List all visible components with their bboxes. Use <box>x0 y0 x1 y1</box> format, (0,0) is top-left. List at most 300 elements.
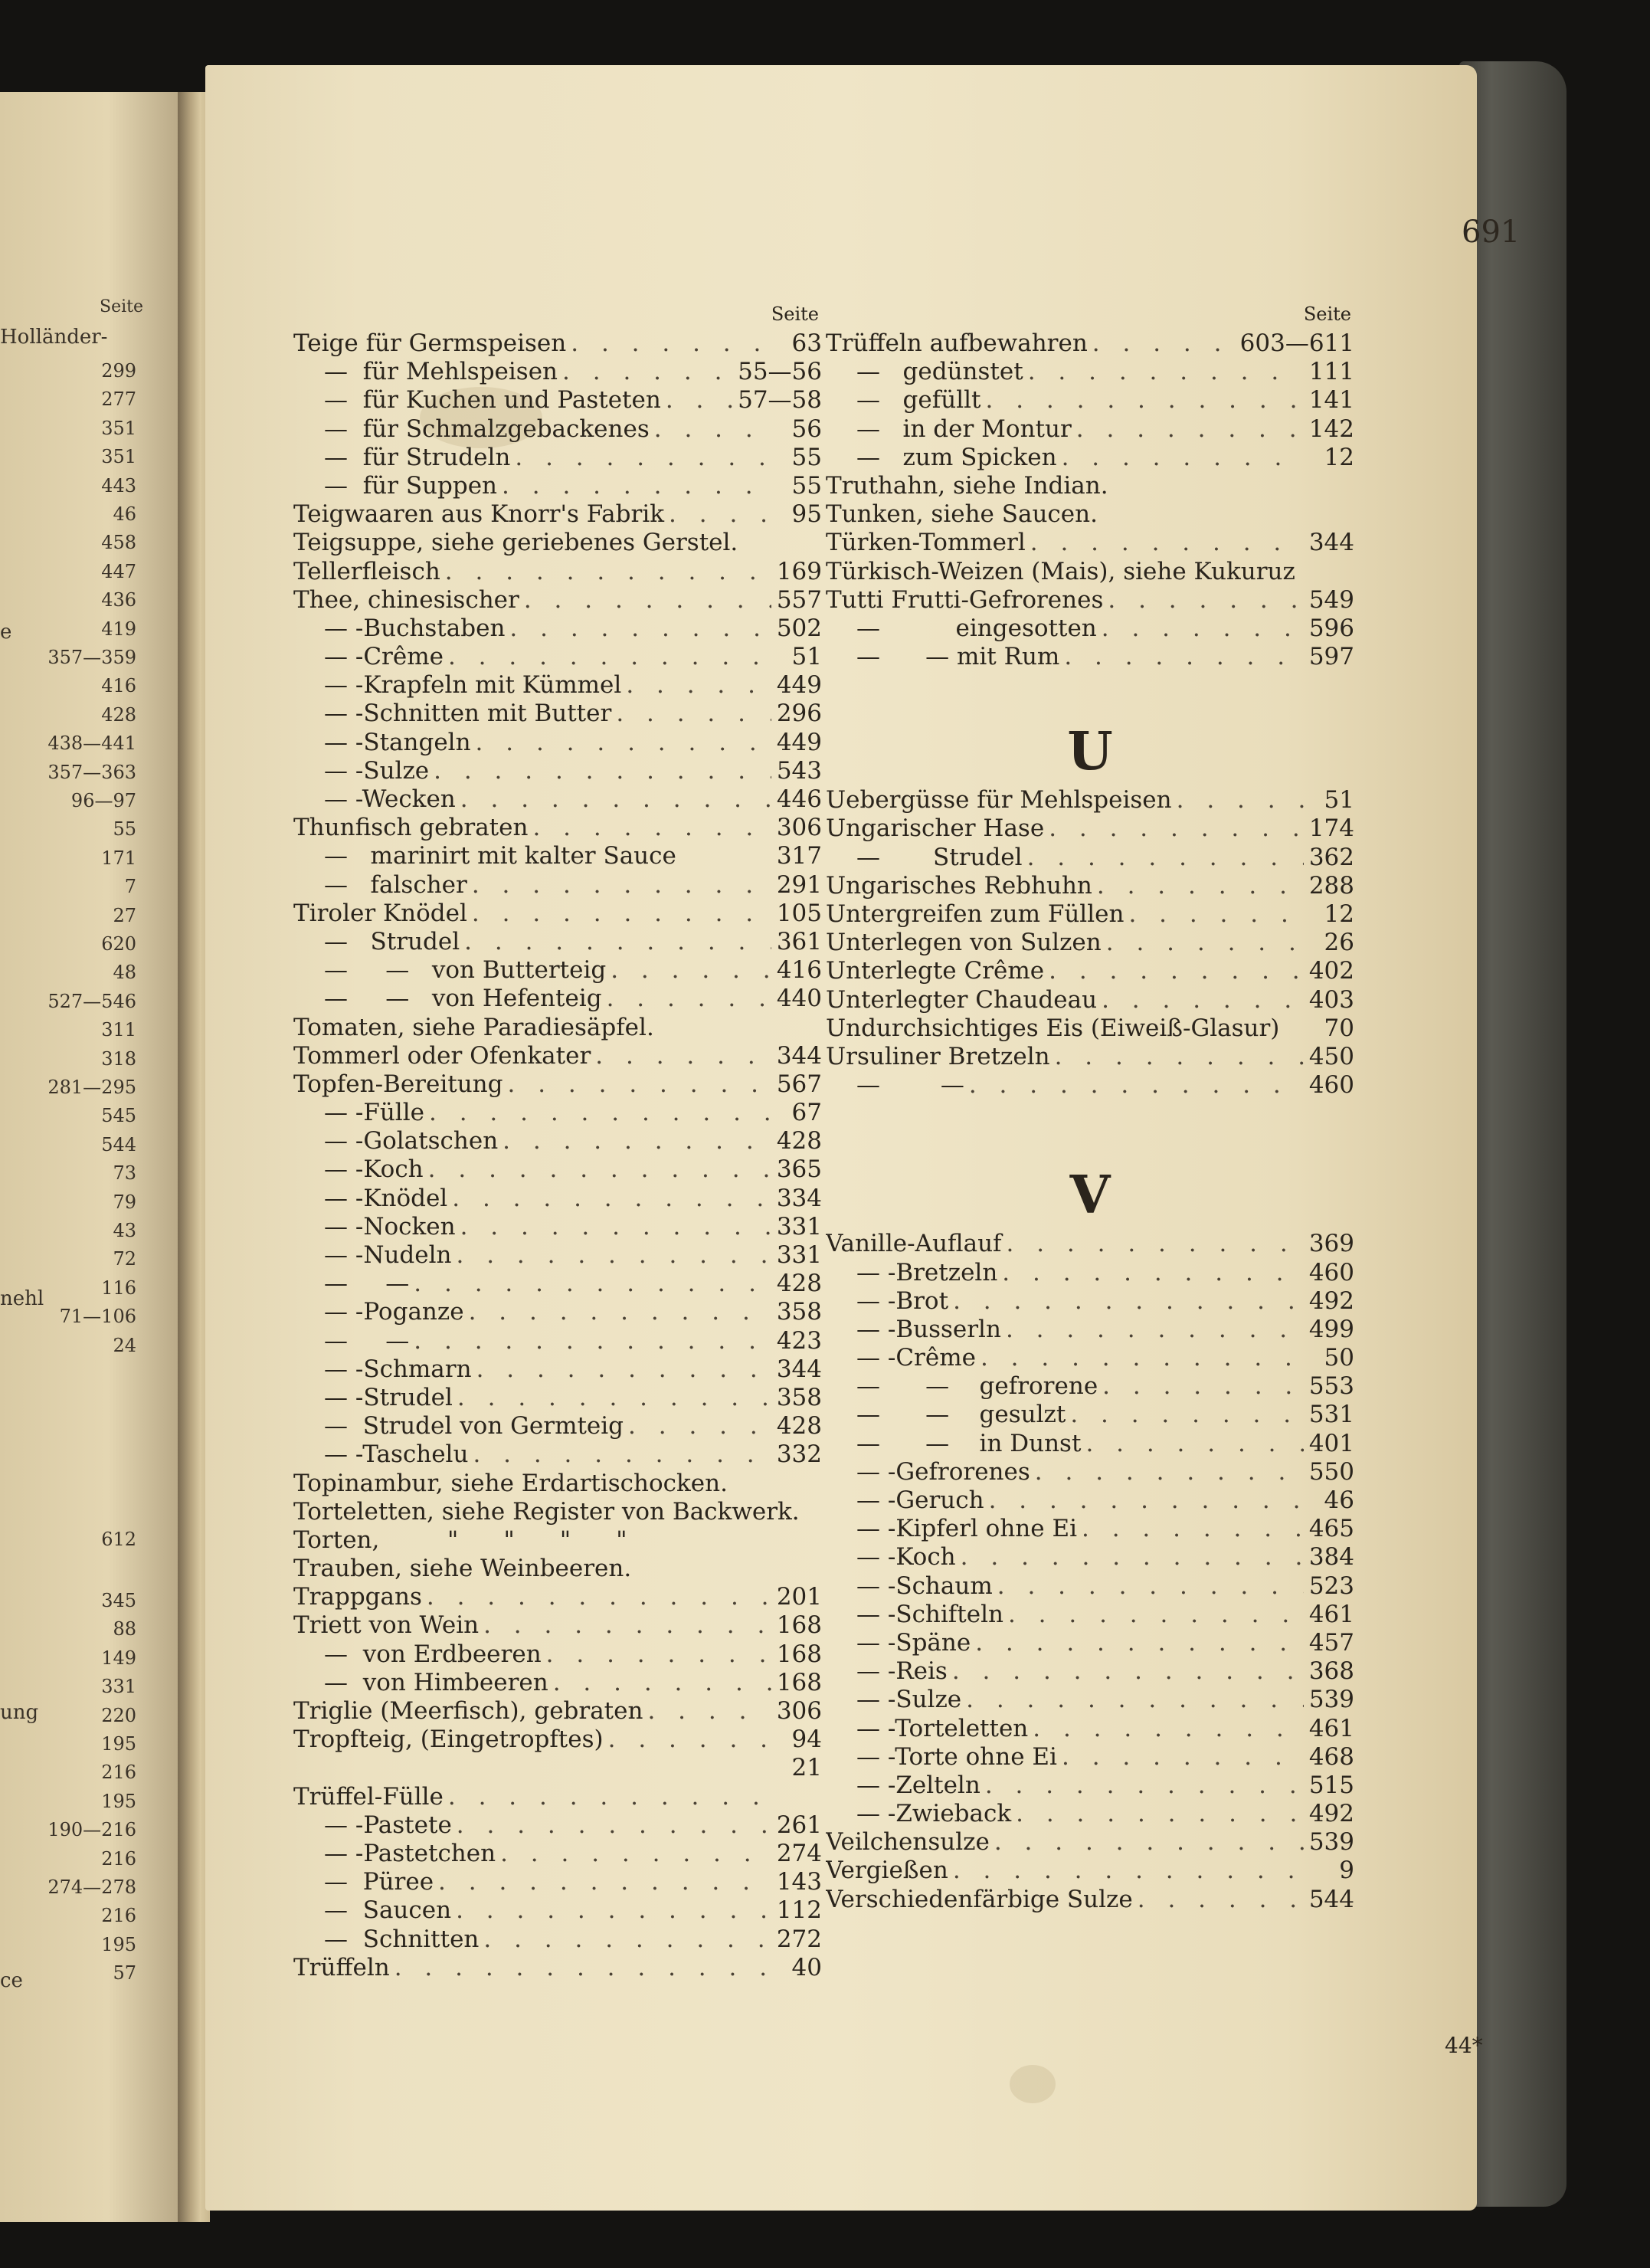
leader-dots <box>448 643 771 671</box>
index-entry <box>293 386 822 415</box>
entry-page: 296 <box>776 700 822 728</box>
entry-title: — Strudel <box>324 927 460 955</box>
leader-dots <box>1035 1458 1304 1486</box>
entry-page: 95 <box>791 500 822 529</box>
index-entry <box>293 1270 822 1298</box>
leader-dots <box>532 814 771 842</box>
left-page-number: 345 <box>101 1590 136 1611</box>
leader-dots <box>483 1611 771 1640</box>
entry-title: — von Himbeeren <box>324 1668 548 1696</box>
index-entry <box>293 1014 822 1042</box>
index-entry <box>293 1611 822 1640</box>
entry-page: 557 <box>776 585 822 614</box>
entry-page: 449 <box>776 671 822 700</box>
left-page-fragment <box>0 92 180 2222</box>
entry-page: 550 <box>1308 1457 1354 1486</box>
entry-page: 168 <box>776 1640 822 1668</box>
entry-page: 567 <box>776 1070 822 1098</box>
left-page-number: 190—216 <box>47 1819 136 1841</box>
section-letter-v: V <box>1069 1165 1111 1227</box>
entry-page: 306 <box>776 814 822 842</box>
leader-dots <box>472 900 771 928</box>
index-entry <box>293 1868 822 1896</box>
entry-page: 55 <box>791 471 822 500</box>
leader-dots <box>1092 329 1236 358</box>
entry-title: Undurchsichtiges Eis (Eiweiß-Glasur) <box>826 1014 1280 1042</box>
entry-title: Tommerl oder Ofenkater <box>293 1041 591 1070</box>
leader-dots <box>546 1640 771 1669</box>
leader-dots <box>1177 786 1304 814</box>
index-entry <box>826 1230 1354 1258</box>
index-entry <box>293 1384 822 1412</box>
entry-page: 50 <box>1324 1344 1354 1372</box>
left-page-number: 216 <box>101 1905 136 1927</box>
leader-dots <box>1070 1401 1304 1429</box>
entry-title: — -Stangeln <box>324 728 471 756</box>
entry-page: 362 <box>1308 843 1354 871</box>
entry-title: Uebergüsse für Mehlspeisen <box>826 786 1172 814</box>
leader-dots <box>961 1543 1304 1572</box>
leader-dots <box>472 871 771 900</box>
entry-title: Teigsuppe, siehe geriebenes Gerstel. <box>293 529 738 557</box>
leader-dots <box>626 671 771 700</box>
entry-page: 331 <box>776 1212 822 1241</box>
entry-title: Ungarisches Rebhuhn <box>826 871 1092 900</box>
index-entry <box>826 615 1354 643</box>
entry-page: 403 <box>1308 985 1354 1014</box>
leader-dots <box>611 956 771 985</box>
entry-title: Türkisch-Weizen (Mais), siehe Kukuruz <box>826 557 1295 585</box>
entry-title: Trüffel-Fülle <box>293 1782 444 1811</box>
entry-page: 465 <box>1308 1515 1354 1543</box>
entry-page: 63 <box>791 329 822 357</box>
left-page-number: 443 <box>101 474 136 497</box>
entry-title: — -Brot <box>856 1286 949 1315</box>
index-entry <box>293 956 822 985</box>
left-page-number: 171 <box>101 847 136 869</box>
index-entry <box>293 1555 822 1583</box>
left-page-number: 79 <box>113 1191 136 1213</box>
index-entry <box>826 1287 1354 1316</box>
index-entry <box>826 415 1354 444</box>
leader-dots <box>981 1344 1304 1372</box>
index-entry <box>826 500 1354 529</box>
entry-page: 55 <box>791 443 822 471</box>
left-label-ung: ung <box>0 1701 39 1724</box>
entry-title: — -Koch <box>856 1543 956 1572</box>
index-entry <box>293 472 822 500</box>
entry-page: 70 <box>1324 1014 1354 1042</box>
left-page-number: 274—278 <box>47 1876 136 1898</box>
entry-page: 21 <box>791 1754 822 1782</box>
entry-title: — -Pastete <box>324 1811 452 1839</box>
entry-page: 94 <box>791 1726 822 1754</box>
entry-page: 332 <box>776 1440 822 1469</box>
left-page-number: 527—546 <box>47 990 136 1012</box>
index-page <box>205 65 1521 2211</box>
left-page-number: 447 <box>101 560 136 582</box>
entry-title: Trüffeln <box>293 1953 390 1981</box>
left-page-number: 438—441 <box>47 733 136 755</box>
leader-dots <box>1064 643 1304 671</box>
entry-page: 142 <box>1308 415 1354 443</box>
leader-dots <box>460 785 771 814</box>
leader-dots <box>666 386 733 415</box>
index-entry <box>293 558 822 586</box>
entry-title: — marinirt mit kalter Sauce <box>324 842 676 870</box>
left-label-ce: ce <box>0 1969 23 1992</box>
leader-dots <box>985 386 1304 415</box>
leader-dots <box>985 1771 1304 1800</box>
leader-dots <box>448 1783 771 1811</box>
left-page-number: 351 <box>101 446 136 468</box>
left-page-number: 72 <box>113 1248 136 1270</box>
entry-title: Torteletten, siehe Register von Backwerk. <box>293 1497 800 1526</box>
entry-title: Unterlegen von Sulzen <box>826 929 1102 957</box>
entry-title: Topfen-Bereitung <box>293 1070 503 1098</box>
entry-title: — -Buchstaben <box>324 614 506 642</box>
entry-title: Tropfteig, (Eingetropftes) <box>293 1726 604 1754</box>
entry-title: — -Gefrorenes <box>856 1457 1030 1486</box>
leader-dots <box>562 358 733 386</box>
left-page-number: 351 <box>101 417 136 439</box>
left-page-number: 357—359 <box>47 647 136 668</box>
index-entry <box>826 957 1354 985</box>
index-entry <box>826 586 1354 615</box>
index-entry <box>826 1344 1354 1372</box>
index-entry <box>826 1715 1354 1743</box>
entry-title: — für Strudeln <box>324 443 511 471</box>
entry-title: — -Busserln <box>856 1315 1001 1343</box>
index-entry <box>826 1657 1354 1686</box>
entry-page: 317 <box>776 842 822 870</box>
entry-page: 523 <box>1308 1572 1354 1600</box>
index-entry <box>826 1458 1354 1486</box>
entry-title: — -Crême <box>856 1344 976 1372</box>
leader-dots <box>524 586 771 615</box>
entry-page: 428 <box>776 1127 822 1155</box>
entry-page: 168 <box>776 1611 822 1640</box>
left-page-number: 71—106 <box>59 1306 136 1328</box>
leader-dots <box>507 1070 771 1099</box>
index-entry <box>826 1572 1354 1601</box>
entry-title: Teige für Germspeisen <box>293 329 567 357</box>
entry-page: 428 <box>776 1412 822 1440</box>
index-entry <box>293 1155 822 1184</box>
entry-page: 416 <box>776 956 822 985</box>
index-entry <box>293 1185 822 1213</box>
entry-title: Veilchensulze <box>826 1828 990 1857</box>
entry-title: Unterlegte Crême <box>826 957 1045 985</box>
leader-dots <box>1076 415 1304 444</box>
leader-dots <box>445 558 771 586</box>
leader-dots <box>1097 872 1304 900</box>
entry-page: 539 <box>1308 1686 1354 1714</box>
left-page-number: 195 <box>101 1790 136 1812</box>
entry-title: — — <box>324 1270 410 1298</box>
entry-title: Untergreifen zum Füllen <box>826 900 1125 928</box>
leader-dots <box>1128 900 1304 929</box>
index-entry <box>293 1697 822 1726</box>
entry-page: 402 <box>1308 957 1354 985</box>
index-entry <box>293 415 822 444</box>
entry-page: 12 <box>1324 900 1354 928</box>
entry-page: 26 <box>1324 929 1354 957</box>
entry-title: — -Zelteln <box>856 1771 981 1799</box>
seite-header: Seite <box>1303 303 1351 325</box>
entry-title: — -Crême <box>324 643 444 671</box>
index-entry <box>293 1213 822 1241</box>
left-page-number: 620 <box>101 933 136 955</box>
leader-dots <box>469 1298 771 1326</box>
leader-dots <box>1102 615 1304 643</box>
entry-title: — falscher <box>324 870 467 899</box>
entry-page: 423 <box>776 1326 822 1355</box>
left-page-number: 43 <box>113 1220 136 1241</box>
entry-title: — -Bretzeln <box>856 1258 998 1286</box>
leader-dots <box>669 500 771 529</box>
left-seite-header: Seite <box>100 297 143 316</box>
leader-dots <box>438 1868 771 1896</box>
leader-dots <box>429 1099 771 1127</box>
entry-title: — -Torteletten <box>856 1714 1029 1742</box>
entry-page: 288 <box>1308 871 1354 900</box>
leader-dots <box>476 729 771 757</box>
leader-dots <box>1055 1043 1304 1071</box>
entry-title: — in der Montur <box>856 415 1072 443</box>
leader-dots <box>473 1440 771 1469</box>
entry-page: 344 <box>1308 529 1354 557</box>
entry-page: 261 <box>776 1811 822 1839</box>
entry-page: 201 <box>776 1583 822 1611</box>
entry-page: 401 <box>1308 1429 1354 1457</box>
index-entries-u <box>826 786 1354 1100</box>
leader-dots <box>1002 1259 1304 1287</box>
index-entry <box>293 1099 822 1127</box>
entry-page: 46 <box>1324 1486 1354 1514</box>
entry-page: 368 <box>1308 1657 1354 1686</box>
leader-dots <box>414 1327 771 1355</box>
entry-title: Triglie (Meerfisch), gebraten <box>293 1697 643 1725</box>
entry-page: 461 <box>1308 1600 1354 1628</box>
index-entry <box>826 872 1354 900</box>
leader-dots <box>457 1811 771 1840</box>
entry-title: — -Poganze <box>324 1298 464 1326</box>
index-entries-t-continued <box>826 329 1354 671</box>
page-number: 691 <box>1462 215 1521 250</box>
leader-dots <box>1108 586 1304 615</box>
index-entries-left <box>293 329 822 1982</box>
index-entry <box>293 1669 822 1697</box>
index-entry <box>293 1783 822 1811</box>
left-page-number: 57 <box>113 1962 136 1984</box>
entry-page: 446 <box>776 785 822 813</box>
paper-stain <box>1010 2065 1056 2103</box>
leader-dots <box>966 1686 1304 1714</box>
index-entry <box>293 529 822 557</box>
leader-dots <box>1008 1601 1304 1629</box>
entry-title: Tiroler Knödel <box>293 899 467 927</box>
entry-page: 141 <box>1308 386 1354 415</box>
index-entry <box>293 1327 822 1355</box>
left-page-number: 55 <box>113 818 136 841</box>
left-number-612: 612 <box>101 1529 136 1550</box>
entry-title: — — gefrorene <box>856 1372 1098 1401</box>
entry-title: — für Mehlspeisen <box>324 358 558 386</box>
left-page-number: 281—295 <box>47 1077 136 1098</box>
entry-page: 358 <box>776 1298 822 1326</box>
leader-dots <box>1102 1372 1304 1401</box>
left-page-number: 7 <box>124 876 136 898</box>
entry-page: 306 <box>776 1697 822 1725</box>
left-page-number: 277 <box>101 388 136 411</box>
printer-signature-mark: 44* <box>1445 2033 1483 2058</box>
left-page-number: 416 <box>101 675 136 697</box>
entry-title: — -Krapfeln mit Kümmel <box>324 671 622 700</box>
index-entry <box>293 1896 822 1925</box>
entry-title: Verschiedenfärbige Sulze <box>826 1885 1133 1913</box>
entry-page: 450 <box>1308 1042 1354 1070</box>
index-entry <box>293 1355 822 1384</box>
leader-dots <box>1138 1886 1304 1914</box>
index-entry <box>293 500 822 529</box>
entry-title: — gefüllt <box>856 386 981 415</box>
entry-page: 549 <box>1308 585 1354 614</box>
index-entry <box>826 1601 1354 1629</box>
index-entry <box>293 1954 822 1982</box>
entry-title: Ungarischer Hase <box>826 814 1045 843</box>
left-page-number: 428 <box>101 703 136 726</box>
entry-title: — von Erdbeeren <box>324 1640 542 1668</box>
left-page-number: 27 <box>113 904 136 926</box>
entry-title: — Strudel <box>856 843 1023 871</box>
index-entry <box>293 1042 822 1070</box>
entry-page: 460 <box>1308 1258 1354 1286</box>
entry-title: — -Knödel <box>324 1184 448 1212</box>
leader-dots <box>456 1896 771 1925</box>
left-page-number: 318 <box>101 1047 136 1070</box>
entry-title: Vanille-Auflauf <box>826 1230 1002 1258</box>
leader-dots <box>994 1828 1304 1857</box>
index-entry <box>826 386 1354 415</box>
left-page-number: 88 <box>113 1618 136 1640</box>
index-entry <box>826 1014 1354 1043</box>
leader-dots <box>1030 529 1304 557</box>
leader-dots <box>997 1572 1304 1601</box>
entry-page: 12 <box>1324 443 1354 471</box>
index-entry <box>293 1440 822 1469</box>
entry-page: 331 <box>776 1241 822 1269</box>
entry-title: Türken-Tommerl <box>826 529 1026 557</box>
index-entry <box>826 1629 1354 1657</box>
entry-page: 597 <box>1308 643 1354 671</box>
leader-dots <box>1062 1743 1304 1771</box>
entry-page: 515 <box>1308 1771 1354 1799</box>
seite-header: Seite <box>771 303 819 325</box>
entry-title: — zum Spicken <box>856 443 1057 471</box>
entry-title: — -Sulze <box>324 756 430 785</box>
entry-page: 499 <box>1308 1315 1354 1343</box>
index-entry <box>293 1298 822 1326</box>
entry-title: — -Fülle <box>324 1099 424 1127</box>
entry-page: 492 <box>1308 1800 1354 1828</box>
index-entry <box>293 842 822 870</box>
leader-dots <box>553 1669 771 1697</box>
entry-title: Triett von Wein <box>293 1611 480 1640</box>
index-entry <box>826 1857 1354 1885</box>
left-page-number: 48 <box>113 962 136 984</box>
entry-title: — — <box>324 1326 410 1355</box>
entry-title: — -Schaum <box>856 1572 993 1600</box>
entry-title: Trauben, siehe Weinbeeren. <box>293 1555 632 1583</box>
index-entry <box>293 785 822 814</box>
index-entry <box>293 700 822 728</box>
index-entry <box>293 729 822 757</box>
entry-title: — -Nudeln <box>324 1241 452 1269</box>
leader-dots <box>1016 1800 1304 1828</box>
left-page-number: 96—97 <box>70 790 136 811</box>
entry-page: 531 <box>1308 1401 1354 1429</box>
entry-title: — -Geruch <box>856 1486 984 1514</box>
entry-title: Ursuliner Bretzeln <box>826 1042 1050 1070</box>
section-letter-u: U <box>1067 721 1113 783</box>
index-entry <box>293 444 822 472</box>
leader-dots <box>1049 814 1304 843</box>
entry-page: 492 <box>1308 1286 1354 1315</box>
index-entry <box>293 1811 822 1840</box>
entry-title: — für Kuchen und Pasteten <box>324 386 661 415</box>
entry-page: 428 <box>776 1270 822 1298</box>
leader-dots <box>608 1726 771 1754</box>
leader-dots <box>1028 358 1304 386</box>
entry-title: Thunfisch gebraten <box>293 814 529 842</box>
entry-title: Thee, chinesischer <box>293 585 519 614</box>
index-entry <box>293 1412 822 1440</box>
left-page-number: 331 <box>101 1676 136 1698</box>
left-page-number: 299 <box>101 360 136 382</box>
entry-page: 344 <box>776 1041 822 1070</box>
leader-dots <box>1062 444 1304 472</box>
entry-title: — -Torte ohne Ei <box>856 1742 1057 1771</box>
index-entry <box>826 786 1354 814</box>
index-entries-v <box>826 1230 1354 1914</box>
entry-page: 440 <box>776 985 822 1013</box>
index-entry <box>826 1543 1354 1572</box>
leader-dots <box>1106 929 1304 957</box>
leader-dots <box>1102 986 1304 1014</box>
index-column-left <box>293 299 822 1982</box>
entry-title: — Schnitten <box>324 1925 480 1953</box>
entry-page: 461 <box>1308 1714 1354 1742</box>
entry-page: 291 <box>776 870 822 899</box>
index-entry <box>293 1754 822 1782</box>
entry-title: — — <box>856 1071 964 1100</box>
entry-page: 111 <box>1308 358 1354 386</box>
left-page-number: 195 <box>101 1733 136 1755</box>
entry-page: 358 <box>776 1383 822 1411</box>
index-entry <box>826 900 1354 929</box>
index-entry <box>826 844 1354 872</box>
entry-title: Vergießen <box>826 1857 948 1885</box>
index-entry <box>293 615 822 643</box>
leader-dots <box>1033 1715 1304 1743</box>
entry-title: — -Zwieback <box>856 1800 1012 1828</box>
leader-dots <box>654 415 771 444</box>
index-entry <box>293 329 822 358</box>
index-entry <box>293 1726 822 1754</box>
entry-title: — -Kipferl ohne Ei <box>856 1515 1077 1543</box>
entry-title: Tomaten, siehe Paradiesäpfel. <box>293 1013 654 1041</box>
